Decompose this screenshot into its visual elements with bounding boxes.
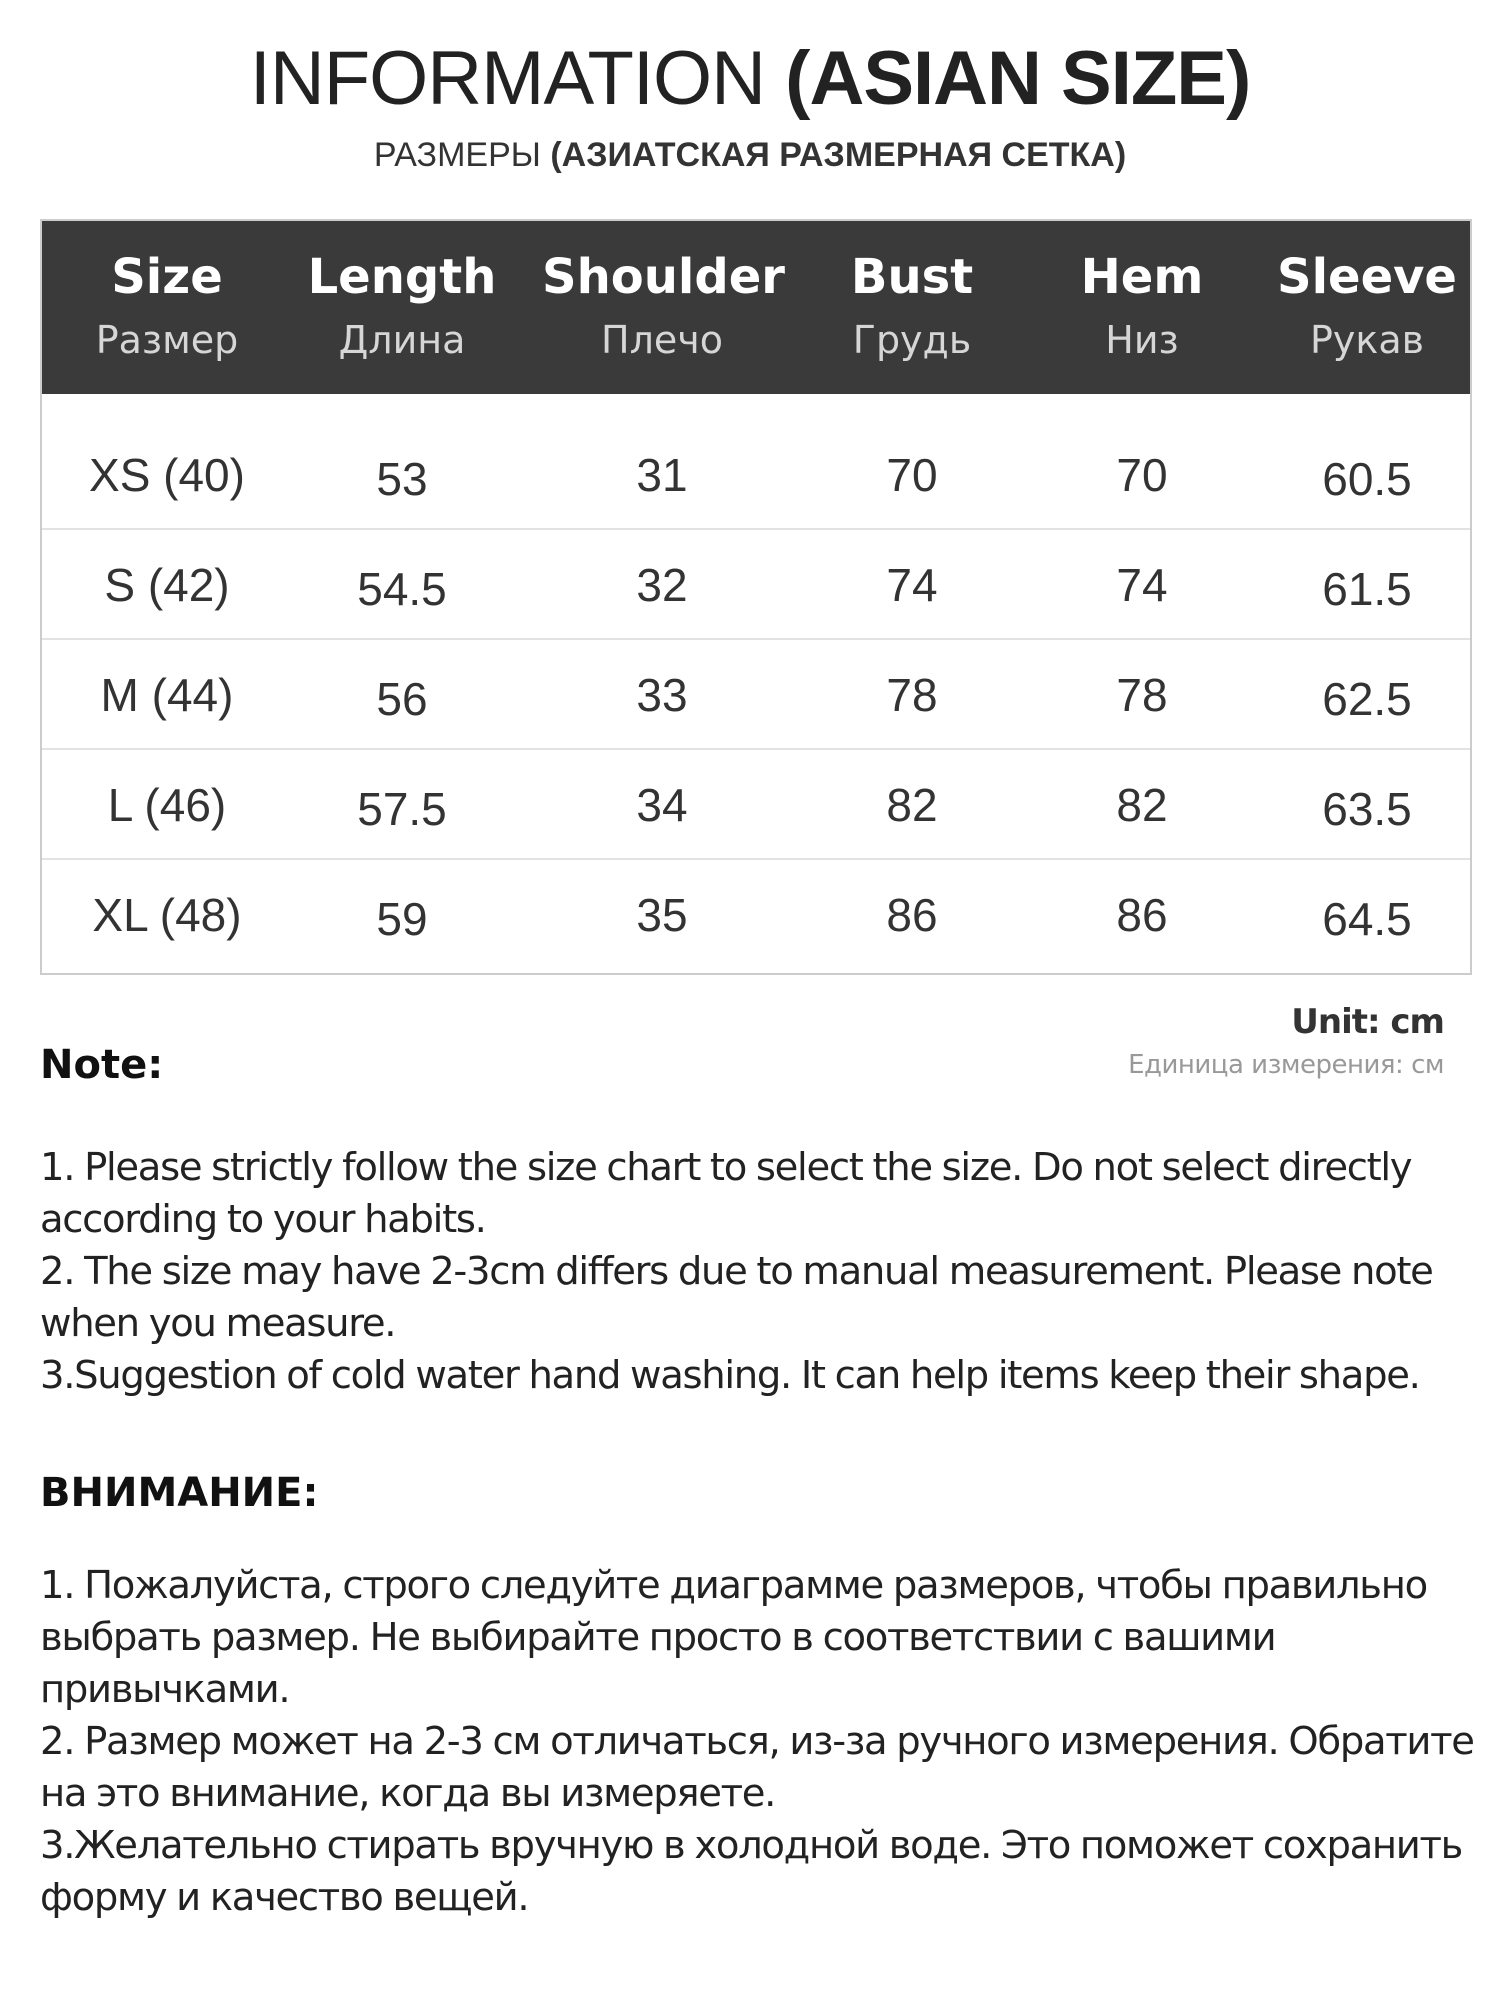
column-header-en: Length [307,249,497,305]
cell-sleeve: 64.5 [1322,893,1412,945]
cell-size: S (42) [104,559,230,611]
note-line: 2. Размер может на 2-3 см отличаться, из-за ручного измерения. Обратите на это внимание, когда вы измеряете. [40,1719,1474,1816]
table-header [42,221,1470,394]
column-header-ru: Длина [338,318,466,362]
note-title-ru: ВНИМАНИЕ: [40,1470,319,1516]
unit-label: Unit: cm [1291,1002,1444,1042]
column-header-en: Size [111,249,223,305]
cell-bust: 82 [886,779,938,831]
page-subtitle [0,133,1500,177]
column-header-shoulder [542,221,785,394]
table-row [42,531,1470,640]
cell-size: XS (40) [89,449,245,501]
cell-bust: 74 [886,559,938,611]
note-body-en [40,1142,1480,1402]
cell-hem: 86 [1116,889,1168,941]
cell-hem: 74 [1116,559,1168,611]
column-header-sleeve [1257,221,1477,394]
cell-hem: 82 [1116,779,1168,831]
table-row [42,421,1470,530]
cell-length: 54.5 [357,563,447,615]
column-header-size [42,221,292,394]
cell-size: M (44) [100,669,234,721]
column-header-hem [1032,221,1252,394]
subtitle-light: РАЗМЕРЫ [373,136,551,174]
note-line: 1. Пожалуйста, строго следуйте диаграмме размеров, чтобы правильно выбрать размер. Не выбирайте просто в соответствии с вашими привычками. [40,1563,1427,1712]
column-header-en: Sleeve [1277,249,1457,305]
cell-sleeve: 60.5 [1322,453,1412,505]
table-row [42,861,1470,970]
table-row [42,751,1470,860]
column-header-ru: Плечо [601,318,723,362]
note-line: 2. The size may have 2-3cm differs due to manual measurement. Please note when you measure. [40,1249,1433,1346]
cell-shoulder: 35 [636,889,688,941]
cell-shoulder: 31 [636,449,688,501]
cell-length: 59 [376,893,428,945]
cell-size: XL (48) [92,889,242,941]
note-line: 1. Please strictly follow the size chart to select the size. Do not select directly according to your habits. [40,1145,1412,1242]
note-line: 3.Желательно стирать вручную в холодной воде. Это поможет сохранить форму и качество вещей. [40,1823,1463,1920]
column-header-ru: Размер [95,318,239,362]
column-header-ru: Грудь [852,318,972,362]
page-title [0,34,1500,124]
cell-hem: 78 [1116,669,1168,721]
cell-length: 56 [376,673,428,725]
cell-sleeve: 61.5 [1322,563,1412,615]
column-header-en: Bust [850,249,974,305]
note-line: 3.Suggestion of cold water hand washing. It can help items keep their shape. [40,1353,1420,1398]
cell-size: L (46) [107,779,227,831]
column-header-en: Hem [1080,249,1204,305]
note-body-ru [40,1560,1480,1924]
title-light: INFORMATION [249,36,786,121]
cell-sleeve: 63.5 [1322,783,1412,835]
cell-length: 53 [376,453,428,505]
column-header-ru: Рукав [1309,318,1425,362]
cell-length: 57.5 [357,783,447,835]
cell-shoulder: 34 [636,779,688,831]
column-header-ru: Низ [1105,318,1179,362]
unit-label-ru: Единица измерения: см [1128,1050,1444,1080]
cell-shoulder: 32 [636,559,688,611]
cell-shoulder: 33 [636,669,688,721]
cell-bust: 86 [886,889,938,941]
cell-sleeve: 62.5 [1322,673,1412,725]
size-table [40,219,1472,975]
column-header-en: Shoulder [542,249,785,305]
subtitle-bold: (АЗИАТСКАЯ РАЗМЕРНАЯ СЕТКА) [550,136,1127,174]
table-row [42,641,1470,750]
note-title-en: Note: [40,1042,164,1088]
cell-bust: 78 [886,669,938,721]
title-bold: (ASIAN SIZE) [785,36,1251,121]
column-header-bust [802,221,1022,394]
cell-hem: 70 [1116,449,1168,501]
cell-bust: 70 [886,449,938,501]
column-header-length [292,221,512,394]
